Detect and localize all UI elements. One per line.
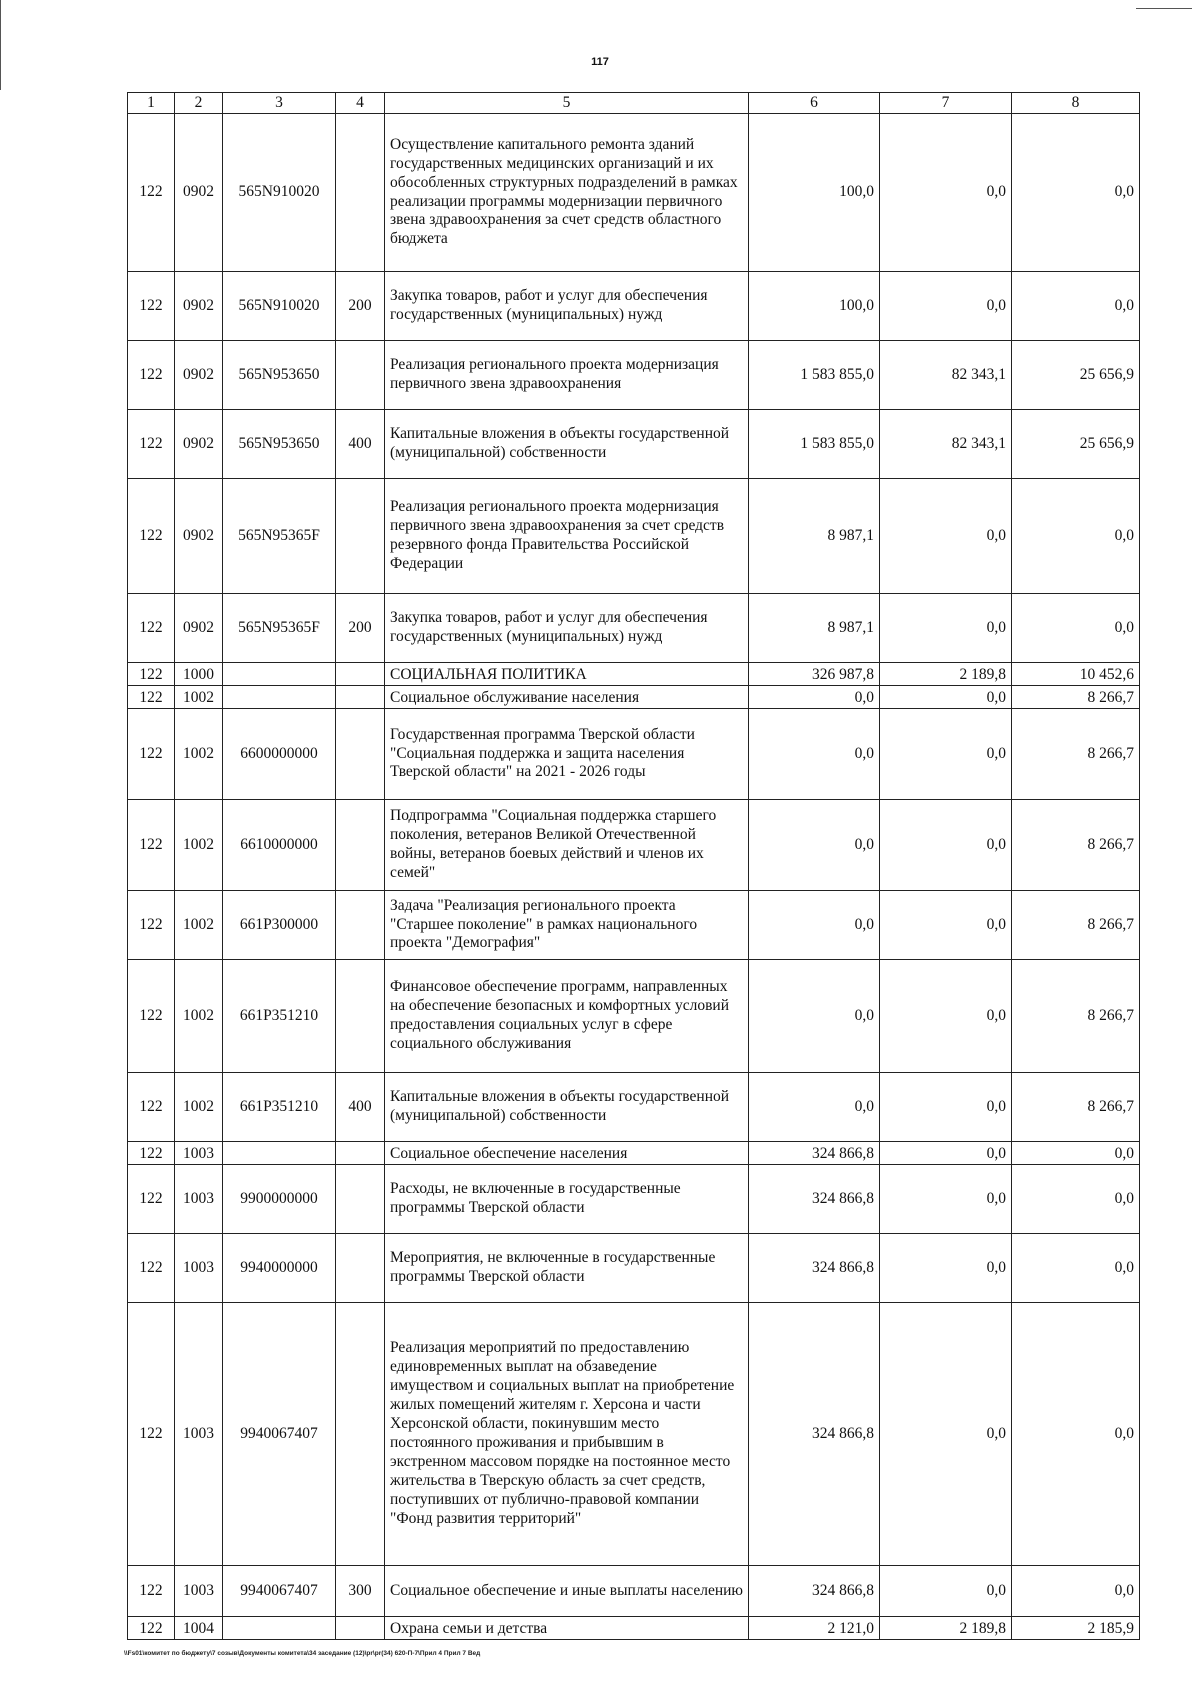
expense-type-cell <box>336 686 385 709</box>
row-code-cell: 122 <box>128 1234 175 1303</box>
row-code-cell: 122 <box>128 1303 175 1566</box>
description-cell: Финансовое обеспечение программ, направленных на обеспечение безопасных и комфортных условий предоставления социальных услуг в сфере социального обслуживания <box>385 960 749 1073</box>
row-code-cell: 122 <box>128 800 175 891</box>
amount-cell-year3: 8 266,7 <box>1012 800 1140 891</box>
amount-cell-year3: 0,0 <box>1012 1142 1140 1165</box>
table-row <box>128 410 1140 479</box>
amount-cell-year2: 0,0 <box>880 960 1012 1073</box>
target-article-cell <box>223 663 336 686</box>
table-row <box>128 960 1140 1073</box>
amount-cell-year1: 1 583 855,0 <box>749 341 880 410</box>
description-cell: Реализация регионального проекта модернизация первичного звена здравоохранения <box>385 341 749 410</box>
expense-type-cell <box>336 1303 385 1566</box>
target-article-cell <box>223 686 336 709</box>
amount-cell-year2: 0,0 <box>880 1566 1012 1617</box>
target-article-cell: 6600000000 <box>223 709 336 800</box>
description-cell: Капитальные вложения в объекты государственной (муниципальной) собственности <box>385 410 749 479</box>
amount-cell-year1: 0,0 <box>749 686 880 709</box>
table-body <box>128 93 1140 1640</box>
row-code-cell: 122 <box>128 1165 175 1234</box>
amount-cell-year2: 0,0 <box>880 1142 1012 1165</box>
amount-cell-year1: 326 987,8 <box>749 663 880 686</box>
description-cell: Задача "Реализация регионального проекта "Старшее поколение" в рамках национального проекта "Демография" <box>385 891 749 960</box>
target-article-cell: 565N910020 <box>223 114 336 272</box>
amount-cell-year3: 8 266,7 <box>1012 960 1140 1073</box>
amount-cell-year2: 0,0 <box>880 891 1012 960</box>
amount-cell-year3: 0,0 <box>1012 594 1140 663</box>
amount-cell-year3: 25 656,9 <box>1012 341 1140 410</box>
section-code-cell: 1003 <box>175 1165 223 1234</box>
amount-cell-year2: 0,0 <box>880 272 1012 341</box>
amount-cell-year1: 0,0 <box>749 709 880 800</box>
amount-cell-year1: 0,0 <box>749 1073 880 1142</box>
header-cell-1: 1 <box>128 93 175 114</box>
amount-cell-year3: 8 266,7 <box>1012 686 1140 709</box>
amount-cell-year1: 324 866,8 <box>749 1142 880 1165</box>
expense-type-cell <box>336 663 385 686</box>
file-path-footer: \\Fs01\комитет по бюджету\7 созыв\Документы комитета\34 заседание (12)\pr\pr(34) 620-П-7\Прил 4 Прил 7 Вед <box>124 1650 481 1657</box>
row-code-cell: 122 <box>128 272 175 341</box>
target-article-cell: 9900000000 <box>223 1165 336 1234</box>
amount-cell-year2: 0,0 <box>880 114 1012 272</box>
target-article-cell <box>223 1617 336 1640</box>
description-cell: СОЦИАЛЬНАЯ ПОЛИТИКА <box>385 663 749 686</box>
amount-cell-year1: 2 121,0 <box>749 1617 880 1640</box>
expense-type-cell: 400 <box>336 410 385 479</box>
row-code-cell: 122 <box>128 594 175 663</box>
amount-cell-year1: 324 866,8 <box>749 1234 880 1303</box>
amount-cell-year3: 8 266,7 <box>1012 1073 1140 1142</box>
table-row <box>128 594 1140 663</box>
target-article-cell: 565N953650 <box>223 341 336 410</box>
amount-cell-year1: 100,0 <box>749 272 880 341</box>
amount-cell-year3: 2 185,9 <box>1012 1617 1140 1640</box>
section-code-cell: 1003 <box>175 1566 223 1617</box>
amount-cell-year1: 324 866,8 <box>749 1566 880 1617</box>
amount-cell-year1: 8 987,1 <box>749 479 880 594</box>
section-code-cell: 1002 <box>175 891 223 960</box>
description-cell: Осуществление капитального ремонта зданий государственных медицинских организаций и их обособленных структурных подразделений в рамках реализации программы модернизации первичного звена здравоохранения за счет средств областного бюджета <box>385 114 749 272</box>
section-code-cell: 1003 <box>175 1303 223 1566</box>
section-code-cell: 1002 <box>175 1073 223 1142</box>
row-code-cell: 122 <box>128 891 175 960</box>
expense-type-cell <box>336 1617 385 1640</box>
description-cell: Закупка товаров, работ и услуг для обеспечения государственных (муниципальных) нужд <box>385 272 749 341</box>
target-article-cell: 9940000000 <box>223 1234 336 1303</box>
expense-type-cell: 200 <box>336 594 385 663</box>
target-article-cell: 565N95365F <box>223 594 336 663</box>
target-article-cell: 661P351210 <box>223 1073 336 1142</box>
target-article-cell: 661P300000 <box>223 891 336 960</box>
table-row <box>128 272 1140 341</box>
expense-type-cell <box>336 800 385 891</box>
expense-type-cell <box>336 114 385 272</box>
table-row <box>128 1566 1140 1617</box>
amount-cell-year3: 0,0 <box>1012 479 1140 594</box>
expense-type-cell <box>336 960 385 1073</box>
amount-cell-year3: 0,0 <box>1012 1165 1140 1234</box>
row-code-cell: 122 <box>128 479 175 594</box>
row-code-cell: 122 <box>128 1617 175 1640</box>
amount-cell-year3: 8 266,7 <box>1012 709 1140 800</box>
target-article-cell: 9940067407 <box>223 1303 336 1566</box>
table-row <box>128 1165 1140 1234</box>
section-code-cell: 1002 <box>175 800 223 891</box>
table-row <box>128 686 1140 709</box>
row-code-cell: 122 <box>128 410 175 479</box>
row-code-cell: 122 <box>128 1566 175 1617</box>
table-row <box>128 341 1140 410</box>
amount-cell-year2: 0,0 <box>880 709 1012 800</box>
table-row <box>128 479 1140 594</box>
expense-type-cell: 200 <box>336 272 385 341</box>
target-article-cell: 565N910020 <box>223 272 336 341</box>
description-cell: Государственная программа Тверской области "Социальная поддержка и защита населения Тверской области" на 2021 - 2026 годы <box>385 709 749 800</box>
description-cell: Социальное обеспечение населения <box>385 1142 749 1165</box>
row-code-cell: 122 <box>128 1073 175 1142</box>
description-cell: Социальное обслуживание населения <box>385 686 749 709</box>
row-code-cell: 122 <box>128 960 175 1073</box>
table-row <box>128 1617 1140 1640</box>
target-article-cell: 6610000000 <box>223 800 336 891</box>
amount-cell-year2: 0,0 <box>880 594 1012 663</box>
section-code-cell: 1003 <box>175 1142 223 1165</box>
description-cell: Капитальные вложения в объекты государственной (муниципальной) собственности <box>385 1073 749 1142</box>
budget-table <box>127 92 1140 1640</box>
row-code-cell: 122 <box>128 709 175 800</box>
section-code-cell: 1002 <box>175 709 223 800</box>
amount-cell-year2: 0,0 <box>880 1073 1012 1142</box>
section-code-cell: 0902 <box>175 594 223 663</box>
description-cell: Мероприятия, не включенные в государственные программы Тверской области <box>385 1234 749 1303</box>
header-cell-3: 3 <box>223 93 336 114</box>
target-article-cell: 9940067407 <box>223 1566 336 1617</box>
amount-cell-year3: 0,0 <box>1012 272 1140 341</box>
section-code-cell: 0902 <box>175 114 223 272</box>
expense-type-cell <box>336 341 385 410</box>
header-row <box>128 93 1140 114</box>
amount-cell-year3: 0,0 <box>1012 114 1140 272</box>
amount-cell-year2: 0,0 <box>880 1234 1012 1303</box>
section-code-cell: 1002 <box>175 960 223 1073</box>
expense-type-cell <box>336 1165 385 1234</box>
section-code-cell: 1000 <box>175 663 223 686</box>
amount-cell-year3: 0,0 <box>1012 1566 1140 1617</box>
amount-cell-year2: 0,0 <box>880 1303 1012 1566</box>
target-article-cell: 661P351210 <box>223 960 336 1073</box>
table-row <box>128 800 1140 891</box>
amount-cell-year1: 324 866,8 <box>749 1303 880 1566</box>
expense-type-cell <box>336 479 385 594</box>
description-cell: Охрана семьи и детства <box>385 1617 749 1640</box>
expense-type-cell: 400 <box>336 1073 385 1142</box>
section-code-cell: 0902 <box>175 341 223 410</box>
target-article-cell <box>223 1142 336 1165</box>
section-code-cell: 0902 <box>175 479 223 594</box>
section-code-cell: 0902 <box>175 272 223 341</box>
amount-cell-year1: 100,0 <box>749 114 880 272</box>
amount-cell-year3: 25 656,9 <box>1012 410 1140 479</box>
target-article-cell: 565N95365F <box>223 479 336 594</box>
amount-cell-year2: 2 189,8 <box>880 1617 1012 1640</box>
row-code-cell: 122 <box>128 686 175 709</box>
amount-cell-year3: 0,0 <box>1012 1303 1140 1566</box>
page-number: 117 <box>591 56 609 68</box>
description-cell: Реализация регионального проекта модернизация первичного звена здравоохранения за счет средств резервного фонда Правительства Российской Федерации <box>385 479 749 594</box>
amount-cell-year1: 0,0 <box>749 960 880 1073</box>
table-row <box>128 663 1140 686</box>
amount-cell-year2: 0,0 <box>880 686 1012 709</box>
header-cell-2: 2 <box>175 93 223 114</box>
amount-cell-year2: 82 343,1 <box>880 410 1012 479</box>
description-cell: Расходы, не включенные в государственные программы Тверской области <box>385 1165 749 1234</box>
description-cell: Закупка товаров, работ и услуг для обеспечения государственных (муниципальных) нужд <box>385 594 749 663</box>
amount-cell-year3: 0,0 <box>1012 1234 1140 1303</box>
row-code-cell: 122 <box>128 114 175 272</box>
amount-cell-year1: 0,0 <box>749 891 880 960</box>
section-code-cell: 1003 <box>175 1234 223 1303</box>
amount-cell-year2: 0,0 <box>880 1165 1012 1234</box>
row-code-cell: 122 <box>128 663 175 686</box>
row-code-cell: 122 <box>128 1142 175 1165</box>
section-code-cell: 1004 <box>175 1617 223 1640</box>
description-cell: Реализация мероприятий по предоставлению единовременных выплат на обзаведение имуществом и социальных выплат на приобретение жилых помещений жителям г. Херсона и части Херсонской области, покинувшим место постоянного проживания и прибывшим в экстренном массовом порядке на постоянное место жительства в Тверскую область за счет средств, поступивших от публично-правовой компании "Фонд развития территорий" <box>385 1303 749 1566</box>
table-row <box>128 1234 1140 1303</box>
amount-cell-year2: 82 343,1 <box>880 341 1012 410</box>
scan-edge-top-right <box>1136 8 1192 9</box>
header-cell-7: 7 <box>880 93 1012 114</box>
expense-type-cell <box>336 891 385 960</box>
section-code-cell: 1002 <box>175 686 223 709</box>
amount-cell-year2: 0,0 <box>880 800 1012 891</box>
amount-cell-year3: 8 266,7 <box>1012 891 1140 960</box>
amount-cell-year1: 0,0 <box>749 800 880 891</box>
row-code-cell: 122 <box>128 341 175 410</box>
table-row <box>128 709 1140 800</box>
amount-cell-year1: 1 583 855,0 <box>749 410 880 479</box>
header-cell-6: 6 <box>749 93 880 114</box>
description-cell: Подпрограмма "Социальная поддержка старшего поколения, ветеранов Великой Отечественной войны, ветеранов боевых действий и членов их семей" <box>385 800 749 891</box>
amount-cell-year2: 2 189,8 <box>880 663 1012 686</box>
header-cell-5: 5 <box>385 93 749 114</box>
scan-edge-left <box>0 0 1 90</box>
description-cell: Социальное обеспечение и иные выплаты населению <box>385 1566 749 1617</box>
expense-type-cell <box>336 1234 385 1303</box>
expense-type-cell <box>336 1142 385 1165</box>
amount-cell-year1: 324 866,8 <box>749 1165 880 1234</box>
expense-type-cell: 300 <box>336 1566 385 1617</box>
table-row <box>128 114 1140 272</box>
header-cell-8: 8 <box>1012 93 1140 114</box>
table-row <box>128 1303 1140 1566</box>
table-row <box>128 891 1140 960</box>
target-article-cell: 565N953650 <box>223 410 336 479</box>
table-row <box>128 1073 1140 1142</box>
expense-type-cell <box>336 709 385 800</box>
amount-cell-year3: 10 452,6 <box>1012 663 1140 686</box>
section-code-cell: 0902 <box>175 410 223 479</box>
amount-cell-year2: 0,0 <box>880 479 1012 594</box>
header-cell-4: 4 <box>336 93 385 114</box>
table-row <box>128 1142 1140 1165</box>
amount-cell-year1: 8 987,1 <box>749 594 880 663</box>
